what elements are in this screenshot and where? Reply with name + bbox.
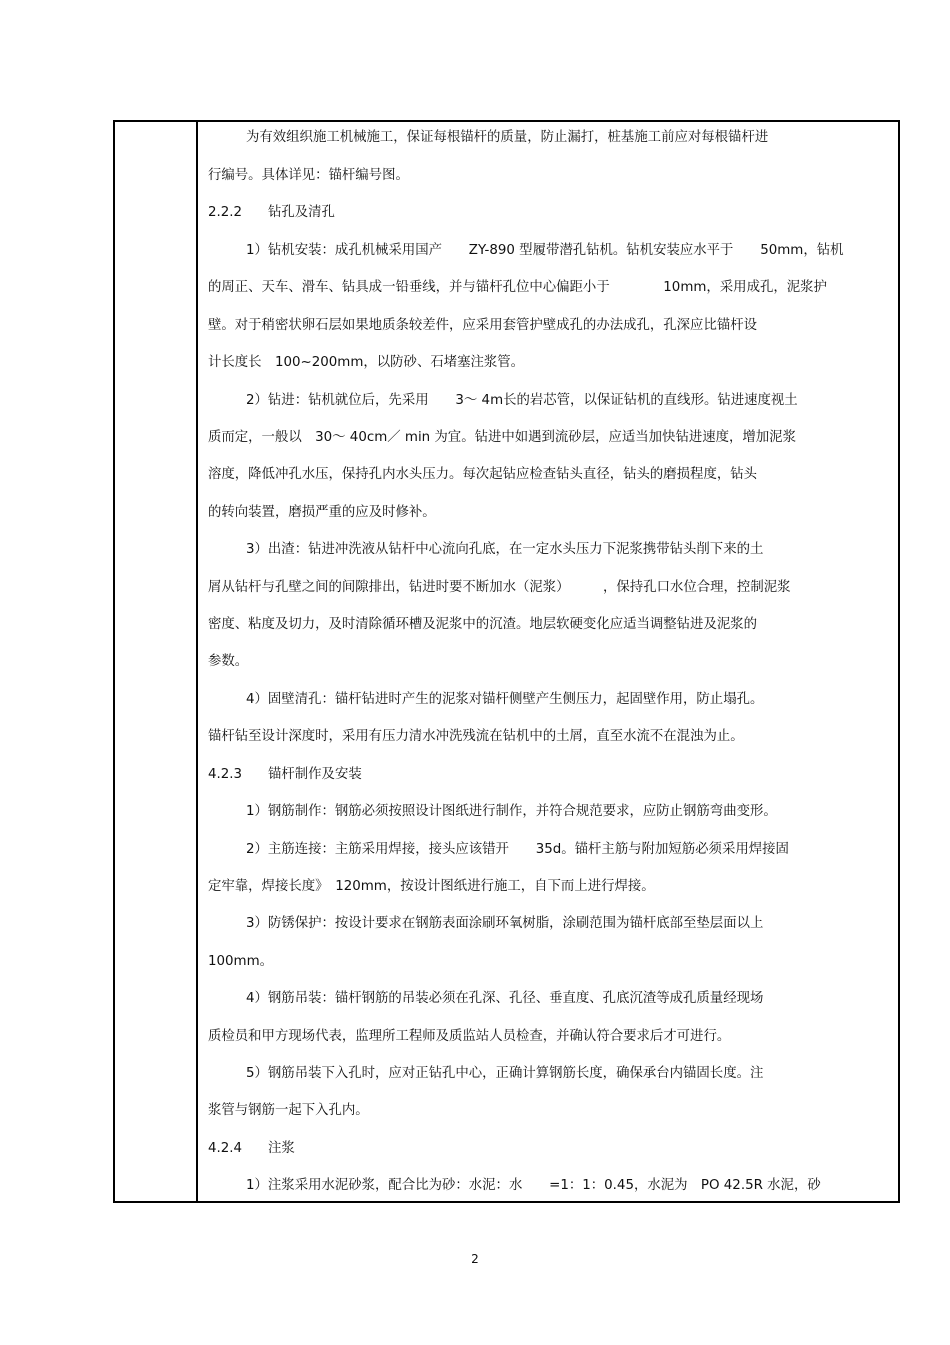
paragraph-line: 5）钢筋吊装下入孔时，应对正钻孔中心，正确计算钢筋长度，确保承台内锚固长度。注 [246,1066,764,1081]
content-table [113,120,900,1203]
paragraph-line: 4）固壁清孔：锚杆钻进时产生的泥浆对锚杆侧壁产生侧压力，起固壁作用，防止塌孔。 [246,692,764,707]
paragraph-line: 2）钻进：钻机就位后，先采用 3～ 4m长的岩芯管，以保证钻机的直线形。钻进速度视土 [246,393,798,408]
section-heading [208,1140,295,1158]
section-title: 注浆 [268,1141,295,1156]
paragraph-line: 4）钢筋吊装：锚杆钢筋的吊装必须在孔深、孔径、垂直度、孔底沉渣等成孔质量经现场 [246,991,764,1006]
paragraph-line: 1）钻机安装：成孔机械采用国产 ZY-890 型履带潜孔钻机。钻机安装应水平于 50mm，钻机 [246,243,844,258]
paragraph-line: 壁。对于稍密状卵石层如果地质条较差件，应采用套管护壁成孔的办法成孔，孔深应比锚杆设 [208,318,758,333]
table-left-column [115,122,198,1201]
section-heading [208,204,335,222]
section-number: 4.2.3 [208,767,243,782]
paragraph-line: 浆管与钢筋一起下入孔内。 [208,1103,369,1118]
paragraph-line: 的转向装置，磨损严重的应及时修补。 [208,505,436,520]
paragraph-line: 密度、粘度及切力，及时清除循环槽及泥浆中的沉渣。地层软硬变化应适当调整钻进及泥浆的 [208,617,758,632]
paragraph-line: 为有效组织施工机械施工，保证每根锚杆的质量，防止漏打，桩基施工前应对每根锚杆进 [246,130,769,145]
paragraph-line: 1）注浆采用水泥砂浆，配合比为砂：水泥：水 =1：1：0.45，水泥为 PO 42.5R 水泥，砂 [246,1178,821,1193]
paragraph-line: 质而定，一般以 30～ 40cm／ min 为宜。钻进中如遇到流砂层，应适当加快钻进速度，增加泥浆 [208,430,796,445]
paragraph-line: 定牢靠，焊接长度》 120mm，按设计图纸进行施工，自下而上进行焊接。 [208,879,655,894]
section-title: 锚杆制作及安装 [268,767,362,782]
paragraph-line: 3）防锈保护：按设计要求在钢筋表面涂刷环氧树脂，涂刷范围为锚杆底部至垫层面以上 [246,916,764,931]
paragraph-line: 1）钢筋制作：钢筋必须按照设计图纸进行制作，并符合规范要求，应防止钢筋弯曲变形。 [246,804,777,819]
section-heading [208,766,362,784]
paragraph-line: 质检员和甲方现场代表，监理所工程师及质监站人员检查，并确认符合要求后才可进行。 [208,1029,731,1044]
paragraph-line: 行编号。具体详见：锚杆编号图。 [208,168,409,183]
section-title: 钻孔及清孔 [268,205,335,220]
paragraph-line: 参数。 [208,654,249,669]
paragraph-line: 锚杆钻至设计深度时，采用有压力清水冲洗残流在钻机中的土屑，直至水流不在混浊为止。 [208,729,744,744]
page-number: 2 [471,1252,479,1266]
paragraph-line: 溶度，降低冲孔水压，保持孔内水头压力。每次起钻应检查钻头直径，钻头的磨损程度，钻头 [208,467,758,482]
paragraph-line: 屑从钻杆与孔壁之间的间隙排出，钻进时要不断加水（泥浆） ，保持孔口水位合理，控制泥浆 [208,580,791,595]
paragraph-line: 2）主筋连接：主筋采用焊接，接头应该错开 35d。锚杆主筋与附加短筋必须采用焊接固 [246,842,789,857]
paragraph-line: 计长度长 100~200mm，以防砂、石堵塞注浆管。 [208,355,525,370]
paragraph-line: 100mm。 [208,954,274,969]
paragraph-line: 的周正、天车、滑车、钻具成一铅垂线，并与锚杆孔位中心偏距小于 10mm，采用成孔，泥浆护 [208,280,827,295]
section-number: 2.2.2 [208,205,243,220]
paragraph-line: 3）出渣：钻进冲洗液从钻杆中心流向孔底，在一定水头压力下泥浆携带钻头削下来的土 [246,542,764,557]
section-number: 4.2.4 [208,1141,243,1156]
